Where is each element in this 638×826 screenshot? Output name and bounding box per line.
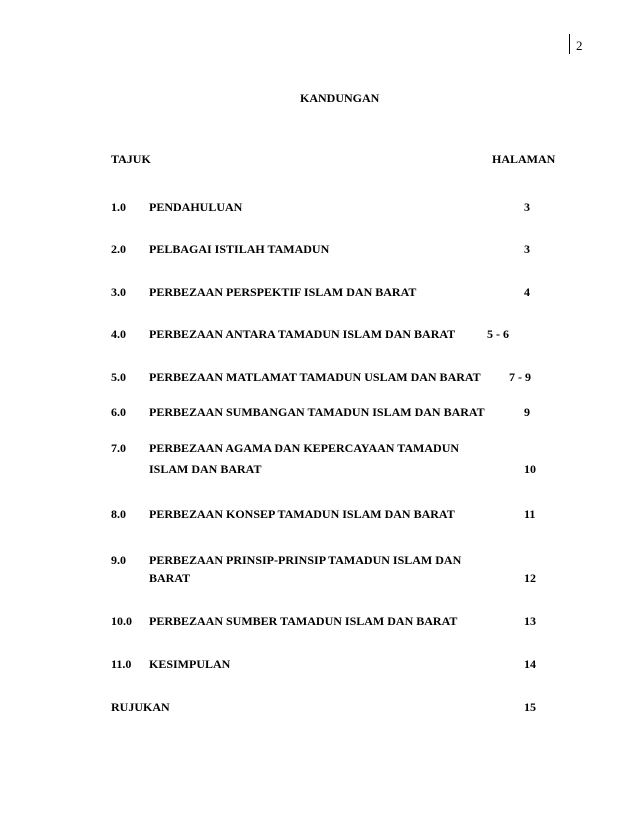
entry-title: KESIMPULAN: [149, 657, 231, 671]
entry-page: 14: [524, 657, 536, 671]
entry-title-rujukan: RUJUKAN: [111, 700, 170, 714]
entry-title-continued: ISLAM DAN BARAT: [149, 462, 262, 476]
entry-title: PELBAGAI ISTILAH TAMADUN: [149, 242, 330, 256]
entry-page: 13: [524, 614, 536, 628]
entry-number: 5.0: [111, 370, 126, 384]
page-number: 2: [576, 38, 583, 53]
entry-title: PERBEZAAN SUMBER TAMADUN ISLAM DAN BARAT: [149, 614, 458, 628]
entry-page: 3: [524, 200, 530, 214]
entry-title: PERBEZAAN SUMBANGAN TAMADUN ISLAM DAN BARAT: [149, 405, 485, 419]
entry-number: 9.0: [111, 553, 126, 567]
entry-title: PERBEZAAN ANTARA TAMADUN ISLAM DAN BARAT: [149, 327, 456, 341]
entry-title: PERBEZAAN PRINSIP-PRINSIP TAMADUN ISLAM DAN: [149, 553, 462, 567]
entry-title: PERBEZAAN PERSPEKTIF ISLAM DAN BARAT: [149, 285, 417, 299]
entry-title: PERBEZAAN AGAMA DAN KEPERCAYAAN TAMADUN: [149, 441, 460, 455]
entry-page: 10: [524, 462, 536, 476]
page-number-divider: [569, 34, 570, 54]
entry-page: 5 - 6: [487, 327, 509, 341]
entry-page: 4: [524, 285, 530, 299]
entry-page: 12: [524, 571, 536, 585]
entry-title-continued: BARAT: [149, 571, 191, 585]
entry-number: 10.0: [111, 614, 132, 628]
column-header-halaman: HALAMAN: [492, 152, 556, 166]
entry-number: 6.0: [111, 405, 126, 419]
page-title: KANDUNGAN: [300, 91, 380, 105]
entry-title: PERBEZAAN KONSEP TAMADUN ISLAM DAN BARAT: [149, 507, 455, 521]
entry-title: PENDAHULUAN: [149, 200, 243, 214]
entry-number: 8.0: [111, 507, 126, 521]
entry-page: 15: [524, 700, 536, 714]
column-header-tajuk: TAJUK: [111, 152, 151, 166]
entry-title: PERBEZAAN MATLAMAT TAMADUN USLAM DAN BARAT: [149, 370, 481, 384]
entry-number: 7.0: [111, 441, 126, 455]
entry-number: 3.0: [111, 285, 126, 299]
entry-number: 11.0: [111, 657, 132, 671]
entry-number: 4.0: [111, 327, 126, 341]
entry-page: 11: [524, 507, 536, 521]
entry-number: 2.0: [111, 242, 126, 256]
entry-page: 3: [524, 242, 530, 256]
entry-page: 7 - 9: [509, 370, 531, 384]
entry-number: 1.0: [111, 200, 126, 214]
entry-page: 9: [524, 405, 530, 419]
